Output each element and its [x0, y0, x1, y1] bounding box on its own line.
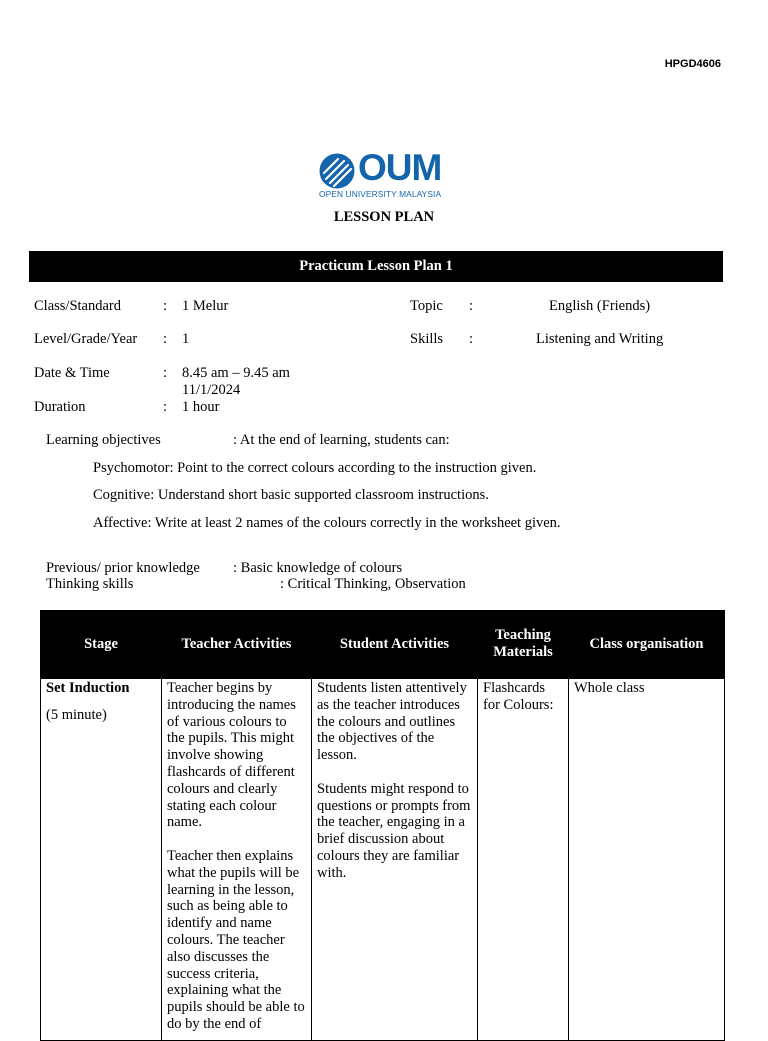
objective-psychomotor: Psychomotor: Point to the correct colours according to the instruction given.	[93, 460, 537, 476]
thinking-skills-label: Thinking skills	[46, 576, 134, 592]
topic-colon: :	[469, 298, 474, 314]
header-student-activities: Student Activities	[312, 610, 478, 679]
table-row	[41, 679, 725, 1041]
class-organisation-cell: Whole class	[569, 679, 725, 1041]
stage-cell	[41, 679, 162, 1041]
duration-label: Duration	[34, 399, 86, 415]
prior-knowledge-value: : Basic knowledge of colours	[233, 560, 403, 576]
oum-wordmark: OUM	[358, 147, 442, 188]
duration-value: 1 hour	[182, 399, 220, 415]
skills-label: Skills	[410, 331, 444, 347]
skills-colon: :	[469, 331, 474, 347]
student-activity-2: Students might respond to questions or prompts from the teacher, engaging in a brief discussion about colours they are familiar with.	[317, 780, 471, 881]
lesson-activities-table	[40, 610, 725, 1041]
oum-logo-icon	[318, 152, 356, 190]
stage-name: Set Induction	[46, 680, 130, 696]
objectives-label: Learning objectives	[46, 432, 161, 448]
oum-logo	[318, 147, 452, 199]
duration-colon: :	[163, 399, 168, 415]
time-value: 8.45 am – 9.45 am	[182, 365, 290, 381]
stage-duration: (5 minute)	[46, 706, 107, 723]
teacher-activities-cell	[162, 679, 312, 1041]
document-title: LESSON PLAN	[333, 209, 435, 225]
teacher-activity-2: Teacher then explains what the pupils will be learning in the lesson, such as being able to identify and name colours. The teacher also discusses the success criteria, explaining what the pupils should be able to do by the end of	[167, 847, 305, 1032]
objectives-intro: : At the end of learning, students can:	[233, 432, 450, 448]
date-value: 11/1/2024	[182, 382, 241, 398]
header-stage: Stage	[41, 610, 162, 679]
header-teaching-materials: Teaching Materials	[478, 610, 569, 679]
objective-affective: Affective: Write at least 2 names of the colours correctly in the worksheet given.	[93, 515, 561, 531]
class-colon: :	[163, 298, 168, 314]
date-colon: :	[163, 365, 168, 381]
table-header-row	[41, 610, 725, 679]
topic-label: Topic	[410, 298, 443, 314]
header-class-organisation: Class organisation	[569, 610, 725, 679]
thinking-skills-value: : Critical Thinking, Observation	[280, 576, 466, 592]
prior-knowledge-label: Previous/ prior knowledge	[46, 560, 200, 576]
student-activities-cell	[312, 679, 478, 1041]
teacher-activity-1: Teacher begins by introducing the names of various colours to the pupils. This might involve showing flashcards of different colours and clearly stating each colour name.	[167, 680, 296, 831]
level-value: 1	[182, 331, 190, 347]
date-label: Date & Time	[34, 365, 110, 381]
header-teacher-activities: Teacher Activities	[162, 610, 312, 679]
teaching-materials-cell: Flashcards for Colours:	[478, 679, 569, 1041]
level-colon: :	[163, 331, 168, 347]
objective-cognitive: Cognitive: Understand short basic supported classroom instructions.	[93, 487, 489, 503]
level-label: Level/Grade/Year	[34, 331, 138, 347]
topic-value: English (Friends)	[549, 298, 651, 314]
class-label: Class/Standard	[34, 298, 121, 314]
lesson-plan-banner: Practicum Lesson Plan 1	[29, 251, 723, 282]
course-code: HPGD4606	[664, 58, 721, 70]
skills-value: Listening and Writing	[536, 331, 664, 347]
class-value: 1 Melur	[182, 298, 229, 314]
student-activity-1: Students listen attentively as the teacher introduces the colours and outlines the objectives of the lesson.	[317, 680, 467, 764]
oum-subtitle: OPEN UNIVERSITY MALAYSIA	[319, 189, 442, 199]
